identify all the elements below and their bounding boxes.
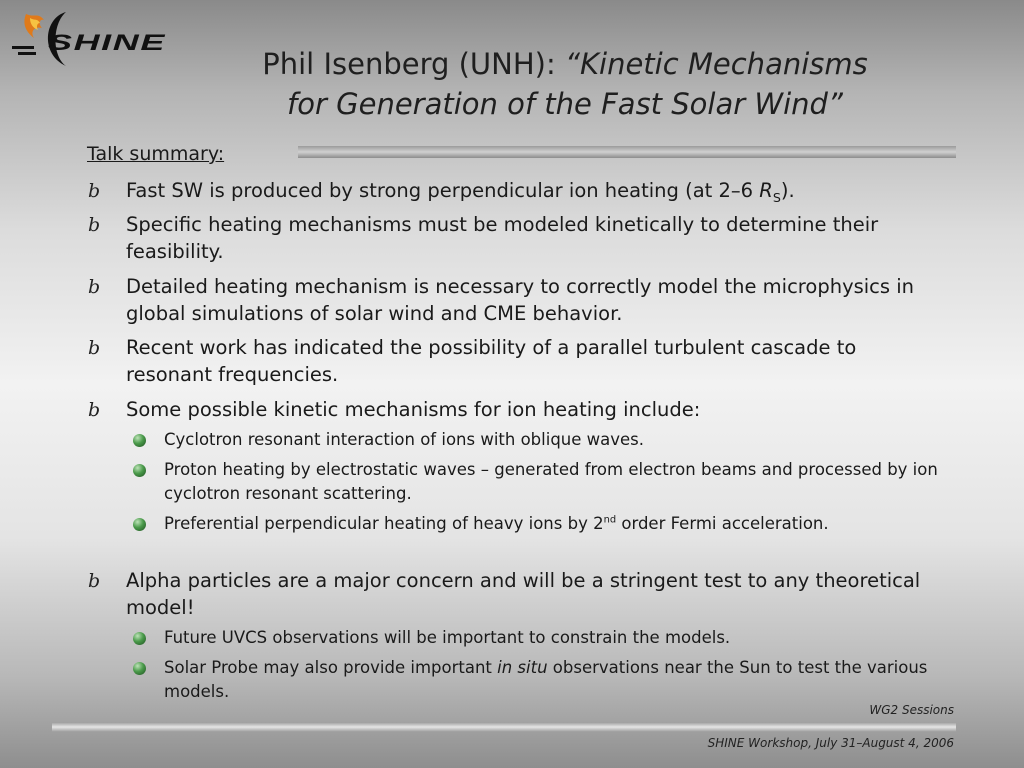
- bullet-item: b Alpha particles are a major concern and will be a stringent test to any theoretical model!: [88, 569, 921, 619]
- sub-bullet-item: Proton heating by electrostatic waves – generated from electron beams and processed by ion cyclotron resonant scattering.: [164, 458, 939, 506]
- bullet-item: b Fast SW is produced by strong perpendicular ion heating (at 2–6 $R_S$).: [88, 179, 795, 205]
- bullet-glyph-icon: b: [88, 276, 101, 298]
- green-sphere-bullet-icon: [133, 434, 146, 447]
- footer-session: WG2 Sessions: [869, 703, 954, 717]
- green-sphere-bullet-icon: [133, 632, 146, 645]
- talk-summary-label: Talk summary:: [87, 143, 225, 165]
- sub-bullet-item: Cyclotron resonant interaction of ions with oblique waves.: [164, 428, 939, 452]
- green-sphere-bullet-icon: [133, 518, 146, 531]
- sub-bullet-item: Solar Probe may also provide important in situ observations near the Sun to test the various models.: [164, 656, 939, 704]
- bullet-glyph-icon: b: [88, 337, 101, 359]
- sub-bullet-item: Future UVCS observations will be important to constrain the models.: [164, 626, 939, 650]
- bullet-glyph-icon: b: [88, 399, 101, 421]
- logo-text: SHINE: [48, 30, 167, 55]
- footer-workshop: SHINE Workshop, July 31–August 4, 2006: [707, 736, 954, 750]
- bullet-item: b Some possible kinetic mechanisms for ion heating include:: [126, 396, 941, 423]
- sub-bullet-item: Preferential perpendicular heating of heavy ions by 2nd order Fermi acceleration.: [164, 512, 939, 536]
- bullet-item: b Detailed heating mechanism is necessary to correctly model the microphysics in global simulations of solar wind and CME behavior.: [88, 275, 915, 325]
- bullet-item: b Specific heating mechanisms must be modeled kinetically to determine their feasibility.: [88, 213, 879, 263]
- title-italic-line1: “Kinetic Mechanisms: [564, 47, 868, 81]
- bullet-item: b Recent work has indicated the possibility of a parallel turbulent cascade to resonant frequencies.: [88, 336, 857, 386]
- bullet-glyph-icon: b: [88, 180, 101, 202]
- green-sphere-bullet-icon: [133, 464, 146, 477]
- bottom-divider: [52, 722, 956, 732]
- green-sphere-bullet-icon: [133, 662, 146, 675]
- bullet-glyph-icon: b: [88, 570, 101, 592]
- bullet-glyph-icon: b: [88, 214, 101, 236]
- title-plain: Phil Isenberg (UNH):: [262, 47, 565, 81]
- title-italic-line2: for Generation of the Fast Solar Wind”: [287, 87, 843, 121]
